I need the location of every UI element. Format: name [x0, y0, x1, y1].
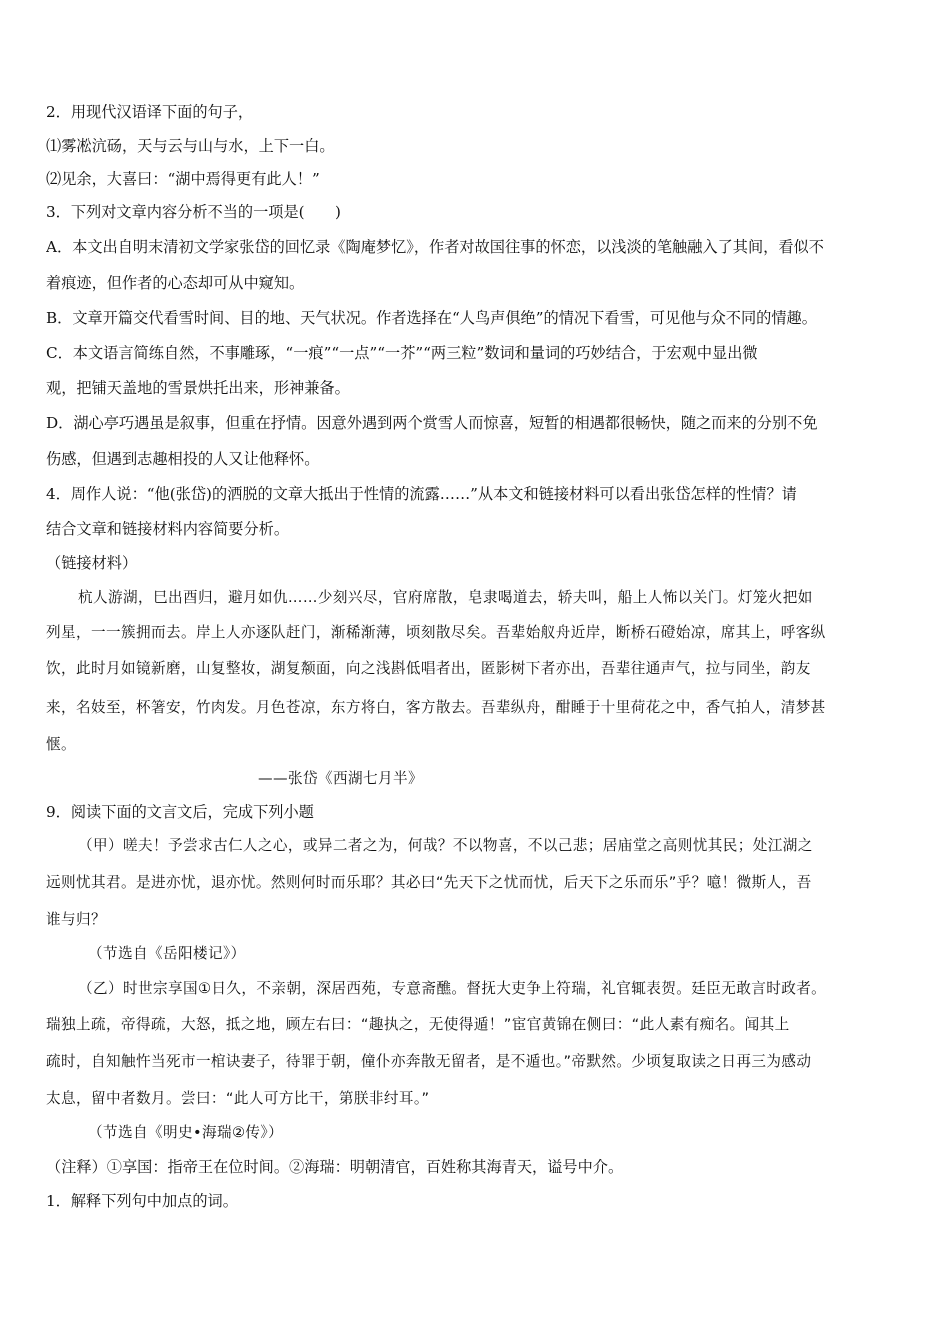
linked-material-label: （链接材料） [46, 554, 138, 572]
passage-yi-line-4: 太息，留中者数月。尝曰：“此人可方比干，第朕非纣耳。” [46, 1090, 430, 1107]
passage-jia-line-2: 远则忧其君。是进亦忧，退亦忧。然则何时而乐耶？其必曰“先天下之忧而忧，后天下之乐而乐”乎？噫！微斯人，吾 [46, 874, 812, 891]
passage-yi-line-1: （乙）时世宗享国①日久，不亲朝，深居西苑，专意斋醮。督抚大吏争上符瑞，礼官辄表贺。廷臣无敢言时政者。 [78, 980, 827, 997]
linked-passage-line-4: 来，名妓至，杯箸安，竹肉发。月色苍凉，东方将白，客方散去。吾辈纵舟，酣睡于十里荷花之中，香气拍人，清梦甚 [46, 699, 826, 716]
option-a-line-1: A．本文出自明末清初文学家张岱的回忆录《陶庵梦忆》，作者对故国往事的怀恋，以浅淡的笔触融入了其间，看似不 [46, 238, 824, 256]
question-4-line-2: 结合文章和链接材料内容简要分析。 [46, 520, 289, 538]
passage-jia-line-3: 谁与归？ [46, 911, 106, 928]
linked-passage-line-3: 饮，此时月如镜新磨，山复整妆，湖复颒面，向之浅斟低唱者出，匿影树下者亦出，吾辈往通声气，拉与同坐，韵友 [46, 660, 811, 677]
option-c-line-1: C．本文语言简练自然，不事雕琢，“一痕”“一点”“一芥”“两三粒”数词和量词的巧妙结合，于宏观中显出微 [46, 344, 758, 362]
question-9-heading: 9．阅读下面的文言文后，完成下列小题 [46, 803, 314, 821]
passage-jia-source: （节选自《岳阳楼记》） [88, 945, 246, 962]
sub-question-1: 1．解释下列句中加点的词。 [46, 1192, 238, 1210]
sentence-2: ⑵见余，大喜曰：“湖中焉得更有此人！” [46, 170, 320, 188]
passage-yi-line-2: 瑞独上疏，帝得疏，大怒，抵之地，顾左右曰：“趣执之，无使得遁！”宦官黄锦在侧曰：“此人素有痴名。闻其上 [46, 1016, 790, 1033]
linked-passage-citation: ——张岱《西湖七月半》 [258, 770, 423, 787]
linked-passage-line-2: 列星，一一簇拥而去。岸上人亦逐队赶门，渐稀渐薄，顷刻散尽矣。吾辈始舣舟近岸，断桥石磴始凉，席其上，呼客纵 [46, 624, 826, 641]
option-b: B．文章开篇交代看雪时间、目的地、天气状况。作者选择在“人鸟声俱绝”的情况下看雪，可见他与众不同的情趣。 [46, 309, 817, 327]
question-3-heading: 3．下列对文章内容分析不当的一项是( ) [46, 203, 341, 221]
question-4-line-1: 4．周作人说：“他(张岱)的洒脱的文章大抵出于性情的流露……”从本文和链接材料可以看出张岱怎样的性情？请 [46, 485, 797, 503]
option-a-line-2: 着痕迹，但作者的心态却可从中窥知。 [46, 274, 305, 292]
question-2-heading: 2．用现代汉语译下面的句子， [46, 103, 254, 121]
passage-yi-line-3: 疏时，自知触忤当死市一棺诀妻子，待罪于朝，僮仆亦奔散无留者，是不遁也。”帝默然。少顷复取读之日再三为感动 [46, 1053, 812, 1070]
option-d-line-1: D．湖心亭巧遇虽是叙事，但重在抒情。因意外遇到两个赏雪人而惊喜，短暂的相遇都很畅快，随之而来的分别不免 [46, 414, 818, 432]
annotation-note: （注释）①享国：指帝王在位时间。②海瑞：明朝清官，百姓称其海青天，谥号中介。 [46, 1158, 624, 1176]
passage-jia-line-1: （甲）嗟夫！予尝求古仁人之心，或异二者之为，何哉？不以物喜，不以己悲；居庙堂之高则忧其民；处江湖之 [78, 837, 813, 854]
passage-yi-source: （节选自《明史•海瑞②传》） [88, 1124, 284, 1141]
option-c-line-2: 观，把铺天盖地的雪景烘托出来，形神兼备。 [46, 379, 350, 397]
sentence-1: ⑴雾凇沆砀，天与云与山与水，上下一白。 [46, 137, 335, 155]
linked-passage-line-5: 惬。 [46, 736, 76, 753]
linked-passage-line-1: 杭人游湖，巳出酉归，避月如仇……少刻兴尽，官府席散，皂隶喝道去，轿夫叫，船上人怖以关门。灯笼火把如 [78, 589, 813, 606]
option-d-line-2: 伤感，但遇到志趣相投的人又让他释怀。 [46, 450, 320, 468]
